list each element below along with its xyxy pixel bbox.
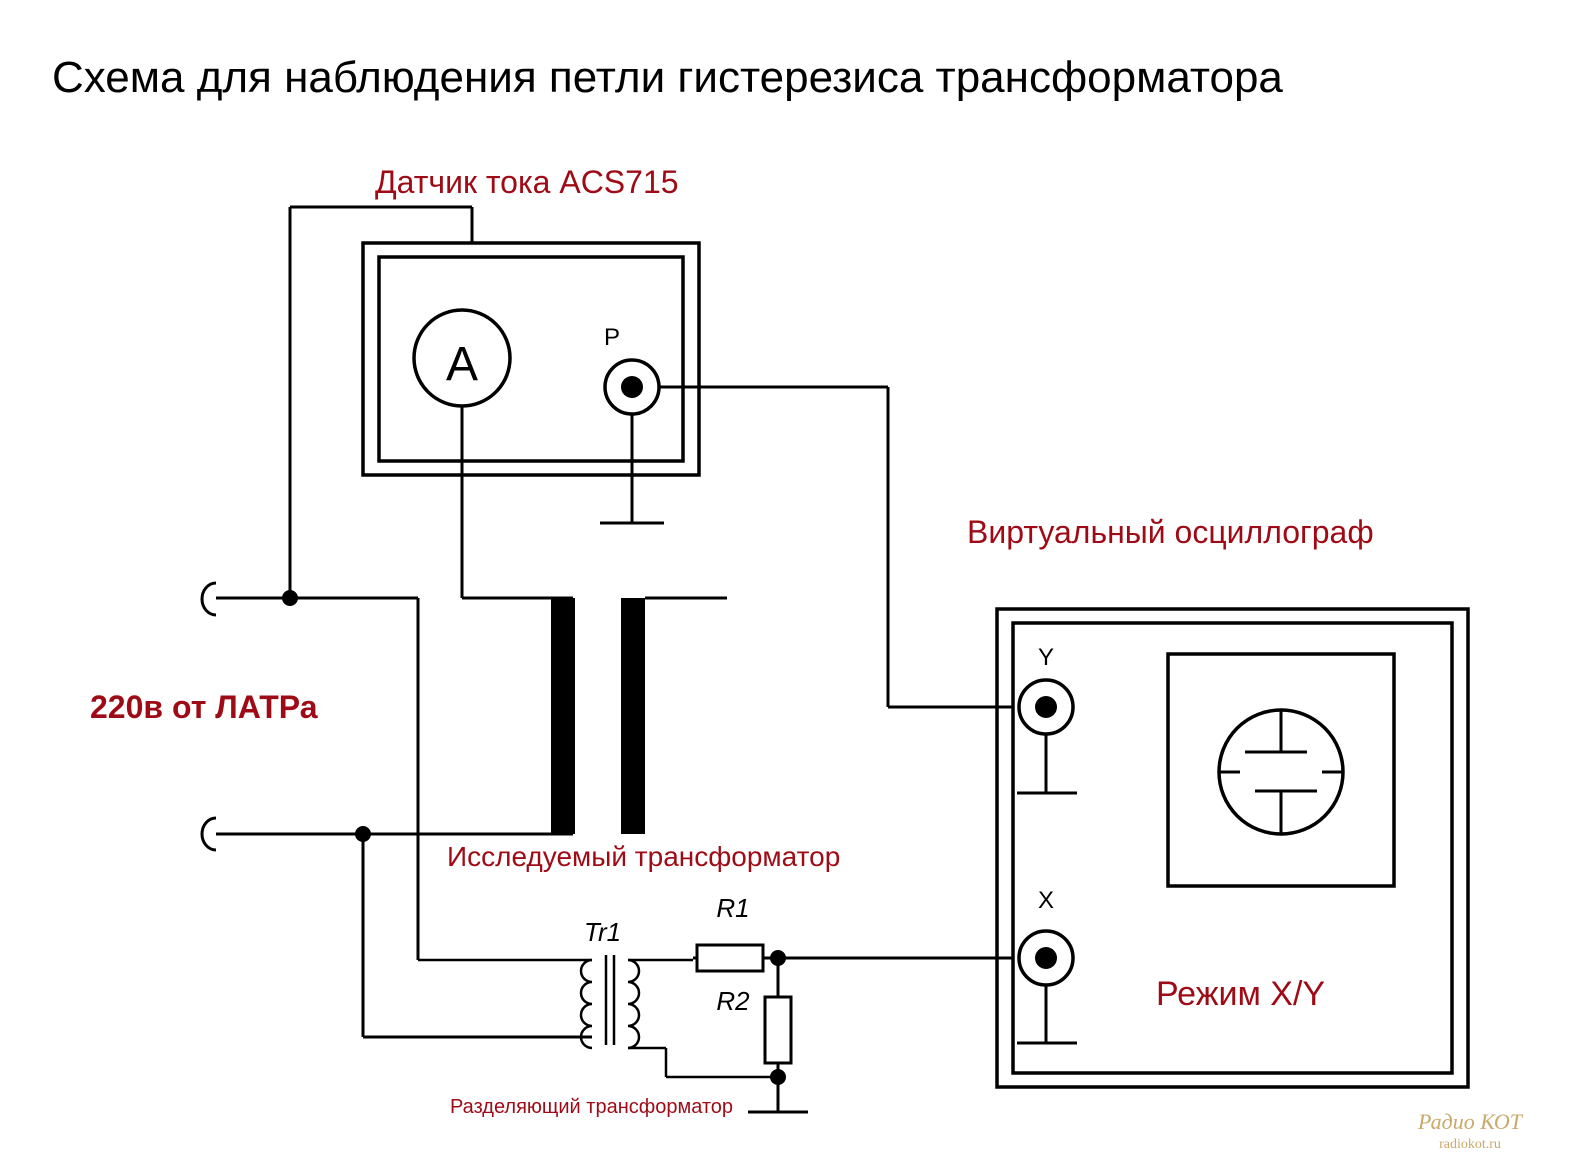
- label-virtual-oscilloscope: Виртуальный осциллограф: [967, 514, 1374, 550]
- page-title: Схема для наблюдения петли гистерезиса трансформатора: [52, 53, 1283, 102]
- tr1-primary-winding: [581, 960, 592, 1048]
- scope-x-dot: [1035, 947, 1057, 969]
- watermark-line2: radiokot.ru: [1439, 1137, 1501, 1152]
- label-xy-mode: Режим X/Y: [1156, 975, 1326, 1013]
- sensor-pin-p-dot: [621, 376, 643, 398]
- mains-terminal-bottom: [202, 818, 216, 850]
- label-mains-source: 220в от ЛАТРа: [90, 689, 318, 725]
- label-isolation-transformer: Разделяющий трансформатор: [450, 1096, 734, 1118]
- label-r1: R1: [716, 893, 750, 923]
- scope-x-label: X: [1037, 887, 1055, 914]
- scope-y-dot: [1035, 696, 1057, 718]
- ammeter-symbol: A: [445, 338, 479, 391]
- tested-transformer-secondary-core: [621, 598, 645, 834]
- mains-terminal-top: [202, 583, 216, 615]
- oscilloscope-outer-box: [997, 609, 1468, 1087]
- label-tr1: Tr1: [584, 917, 622, 947]
- scope-y-label: Y: [1037, 644, 1055, 671]
- scope-screen-box: [1168, 654, 1394, 886]
- resistor-r2-body: [765, 997, 791, 1063]
- tested-transformer-primary-core: [551, 598, 575, 834]
- label-tested-transformer: Исследуемый трансформатор: [447, 841, 841, 872]
- watermark-line1: Радио КОТ: [1418, 1109, 1522, 1134]
- label-r2: R2: [716, 986, 750, 1016]
- junction-r2-ground: [770, 1069, 786, 1085]
- resistor-r1-body: [697, 945, 763, 971]
- tr1-secondary-winding: [628, 960, 639, 1048]
- sensor-pin-p-label: P: [603, 324, 621, 351]
- label-current-sensor: Датчик тока ACS715: [375, 164, 679, 200]
- junction-mains-top: [282, 590, 298, 606]
